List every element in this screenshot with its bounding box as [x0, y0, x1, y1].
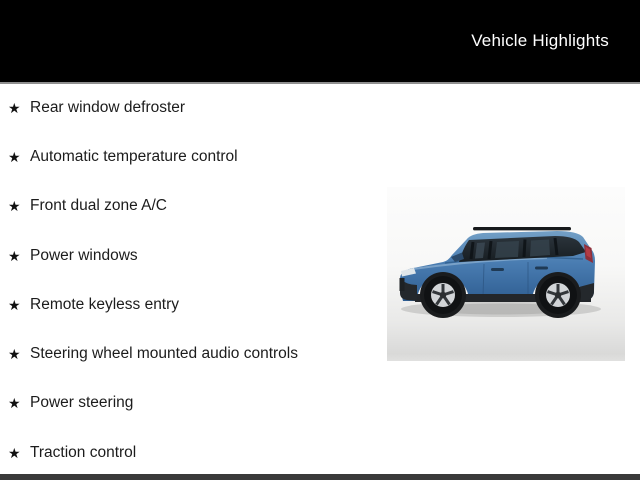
list-item — [0, 329, 384, 378]
star-icon: ★ — [8, 247, 21, 264]
star-icon: ★ — [8, 198, 21, 215]
list-item — [0, 132, 384, 181]
list-item — [0, 379, 384, 428]
highlight-label: Front dual zone A/C — [30, 197, 167, 215]
highlight-label: Power steering — [30, 394, 134, 412]
star-icon: ★ — [8, 296, 21, 313]
highlight-label: Automatic temperature control — [30, 147, 238, 165]
door-handle — [535, 267, 548, 270]
suv-illustration — [387, 187, 625, 361]
star-icon: ★ — [8, 444, 21, 461]
highlight-label: Traction control — [30, 443, 137, 461]
star-icon: ★ — [8, 99, 21, 116]
roof-rail — [473, 227, 571, 230]
highlight-label: Power windows — [30, 246, 138, 264]
page-title: Vehicle Highlights — [471, 31, 609, 50]
list-item — [0, 182, 384, 231]
star-icon: ★ — [8, 395, 21, 412]
star-icon: ★ — [8, 346, 21, 363]
highlights-list — [0, 83, 384, 477]
star-icon: ★ — [8, 148, 21, 165]
door-handle — [491, 268, 504, 271]
list-item — [0, 231, 384, 280]
footer-bar — [0, 474, 640, 480]
highlight-label: Steering wheel mounted audio controls — [30, 345, 298, 363]
highlight-label: Remote keyless entry — [30, 295, 180, 313]
front-grille — [400, 278, 405, 291]
list-item — [0, 280, 384, 329]
list-item — [0, 428, 384, 477]
highlight-label: Rear window defroster — [30, 98, 186, 116]
list-item — [0, 83, 384, 132]
front-wheel — [420, 272, 466, 318]
rear-wheel — [535, 272, 581, 318]
vehicle-photo — [387, 187, 625, 361]
header-bar — [0, 0, 640, 84]
